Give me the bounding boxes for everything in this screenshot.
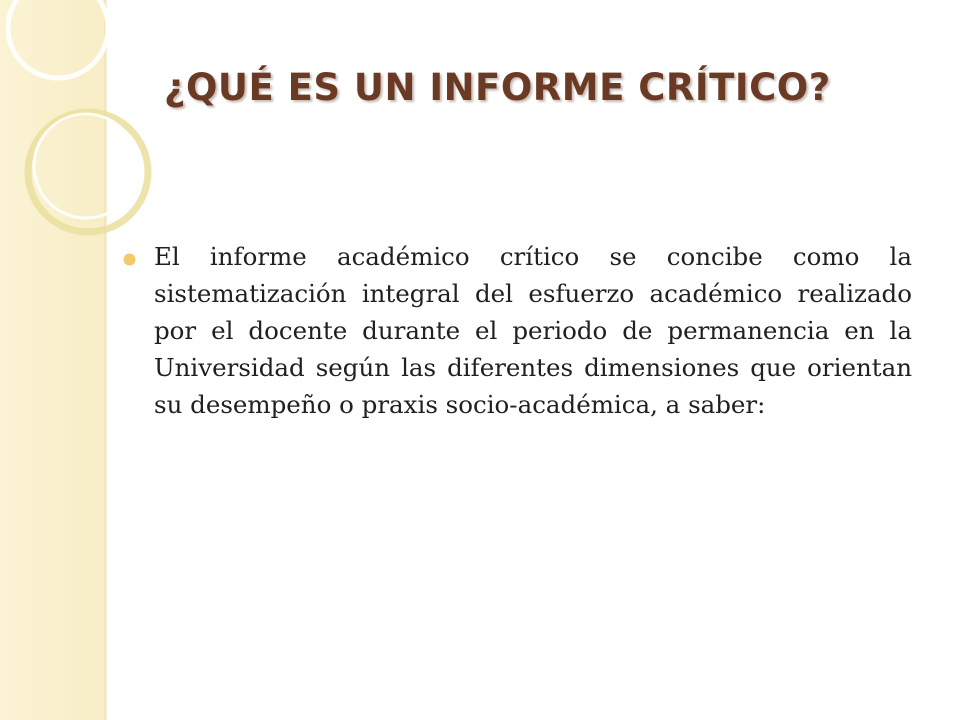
bullet-text: El informe académico crítico se concibe como la sistematización integral del esfuerzo académico realizado por el docente durante el periodo de permanencia en la Universidad según las diferentes dimensiones que orientan su desempeño o praxis socio-académica, a saber:	[154, 242, 912, 419]
bullet-item	[120, 238, 912, 423]
slide-title: ¿QUÉ ES UN INFORME CRÍTICO?	[164, 66, 831, 109]
decorative-ring-middle	[28, 112, 148, 232]
bullet-dot-icon	[123, 253, 136, 266]
decorative-ring-top	[8, 0, 108, 78]
slide-content	[120, 238, 912, 423]
decorative-rings	[0, 0, 160, 260]
decorative-ring-inner	[34, 114, 138, 218]
